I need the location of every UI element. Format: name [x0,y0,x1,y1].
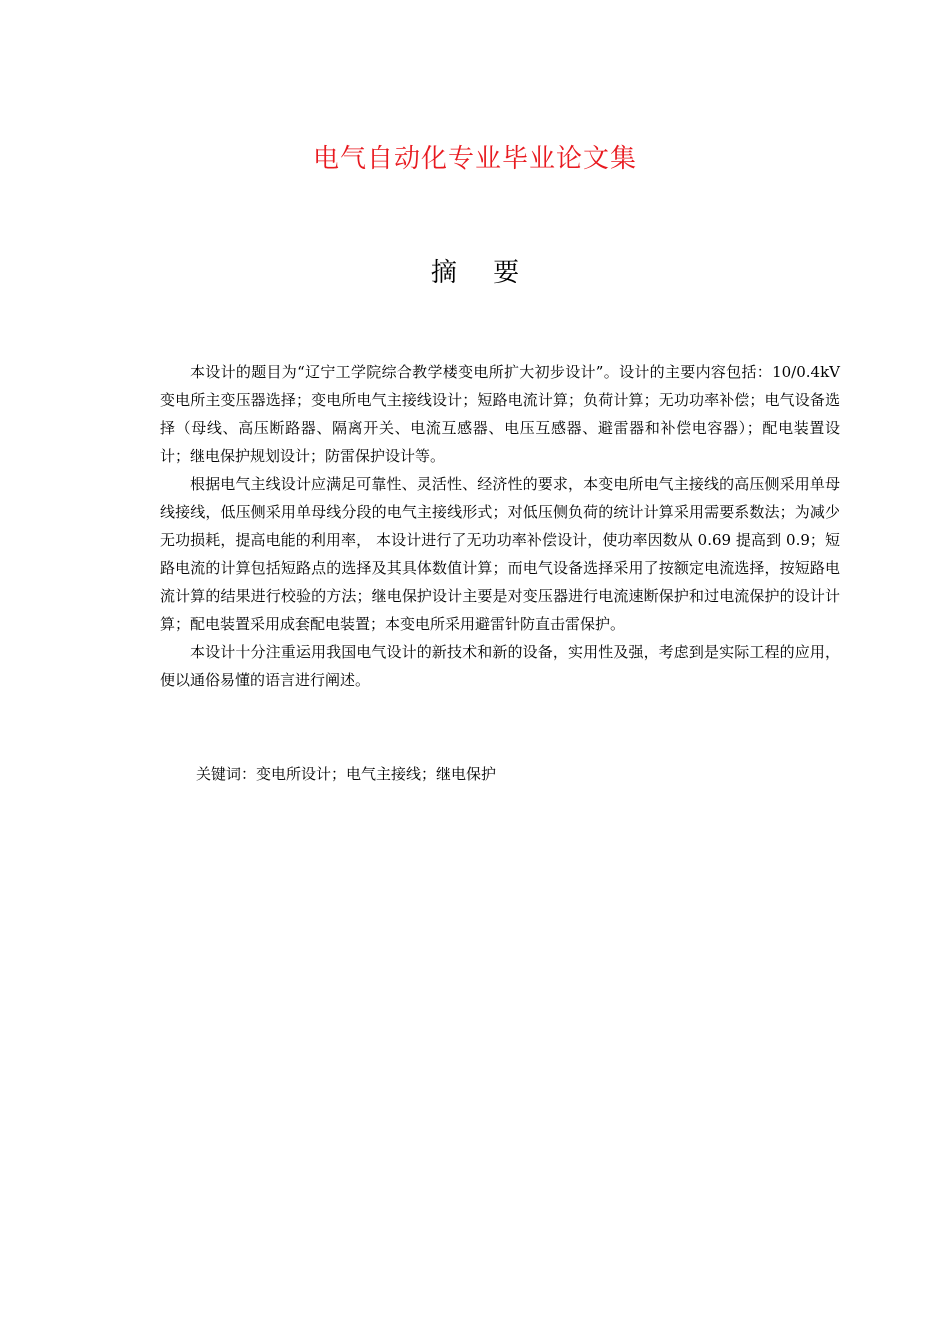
collection-title: 电气自动化专业毕业论文集 [312,144,637,174]
abstract-body [160,358,840,694]
abstract-paragraph-1: 本设计的题目为“辽宁工学院综合教学楼变电所扩大初步设计”。设计的主要内容包括：10/0.4kV 变电所主变压器选择；变电所电气主接线设计；短路电流计算；负荷计算；无功功率补偿；电气设备选择（母线、高压断路器、隔离开关、电流互感器、电压互感器、避雷器和补偿电容器）；配电装置设计；继电保护规划设计；防雷保护设计等。 [160,363,840,465]
abstract-paragraph-3: 本设计十分注重运用我国电气设计的新技术和新的设备，实用性及强，考虑到是实际工程的应用，便以通俗易懂的语言进行阐述。 [160,643,840,689]
keywords-line: 关键词：变电所设计；电气主接线；继电保护 [196,765,497,783]
abstract-heading: 摘 要 [430,258,534,288]
abstract-paragraph-2: 根据电气主线设计应满足可靠性、灵活性、经济性的要求，本变电所电气主接线的高压侧采用单母线接线，低压侧采用单母线分段的电气主接线形式；对低压侧负荷的统计计算采用需要系数法；为减少无功损耗，提高电能的利用率， 本设计进行了无功功率补偿设计，使功率因数从 0.69 提高到 0.9；短路电流的计算包括短路点的选择及其具体数值计算；而电气设备选择采用了按额定电流选择，按短路电流计算的结果进行校验的方法；继电保护设计主要是对变压器进行电流速断保护和过电流保护的设计计算；配电装置采用成套配电装置；本变电所采用避雷针防直击雷保护。 [160,475,840,633]
